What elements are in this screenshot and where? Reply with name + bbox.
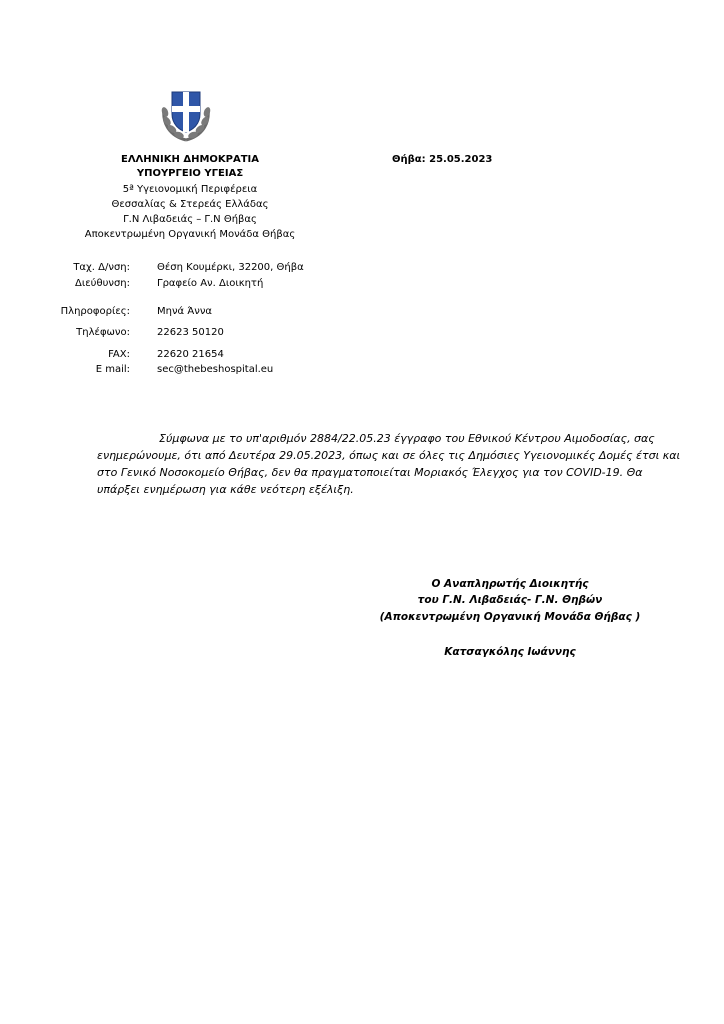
header-region: 5ª Υγειονομική Περιφέρεια	[122, 184, 258, 195]
phone-value: 22623 50120	[157, 327, 224, 338]
fax-label: FAX:	[108, 349, 130, 360]
body-line: υπάρξει ενημέρωση για κάθε νεότερη εξέλιξη.	[97, 483, 354, 496]
signature-unit: (Αποκεντρωμένη Οργανική Μονάδα Θήβας )	[379, 611, 641, 623]
header-hospitals: Γ.Ν Λιβαδειάς – Γ.Ν Θήβας	[123, 214, 257, 225]
body-line: στο Γενικό Νοσοκομείο Θήβας, δεν θα πραγματοποιείται Μοριακός Έλεγχος για τον COVID-19. Θα	[97, 466, 643, 479]
directorate-value: Γραφείο Αν. Διοικητή	[157, 278, 264, 289]
header-unit: Αποκεντρωμένη Οργανική Μονάδα Θήβας	[84, 229, 296, 240]
email-label: E mail:	[95, 364, 130, 375]
signature-name: Κατσαγκόλης Ιωάννης	[444, 646, 576, 658]
address-value: Θέση Κουμέρκι, 32200, Θήβα	[157, 262, 304, 273]
phone-label: Τηλέφωνο:	[76, 327, 130, 338]
email-value: sec@thebeshospital.eu	[157, 364, 274, 375]
document-date: Θήβα: 25.05.2023	[392, 154, 493, 165]
directorate-label: Διεύθυνση:	[75, 278, 130, 289]
body-line: Σύμφωνα με το υπ'αριθμόν 2884/22.05.23 έγγραφο του Εθνικού Κέντρου Αιμοδοσίας, σας	[159, 432, 655, 445]
signature-hospital: του Γ.Ν. Λιβαδειάς- Γ.Ν. Θηβών	[417, 594, 603, 606]
address-label: Ταχ. Δ/νση:	[73, 262, 130, 273]
header-region-area: Θεσσαλίας & Στερεάς Ελλάδας	[111, 199, 269, 210]
greek-emblem-icon	[160, 86, 212, 142]
signature-title: Ο Αναπληρωτής Διοικητής	[431, 578, 589, 590]
fax-value: 22620 21654	[157, 349, 224, 360]
letter-body	[97, 430, 681, 498]
info-value: Μηνά Άννα	[157, 306, 213, 317]
header-ministry: ΥΠΟΥΡΓΕΙΟ ΥΓΕΙΑΣ	[136, 168, 244, 179]
info-label: Πληροφορίες:	[60, 306, 130, 317]
body-line: ενημερώνουμε, ότι από Δευτέρα 29.05.2023, όπως και σε όλες τις Δημόσιες Υγειονομικές Δομές έτσι και	[97, 449, 681, 462]
header-country: ΕΛΛΗΝΙΚΗ ΔΗΜΟΚΡΑΤΙΑ	[120, 154, 260, 165]
